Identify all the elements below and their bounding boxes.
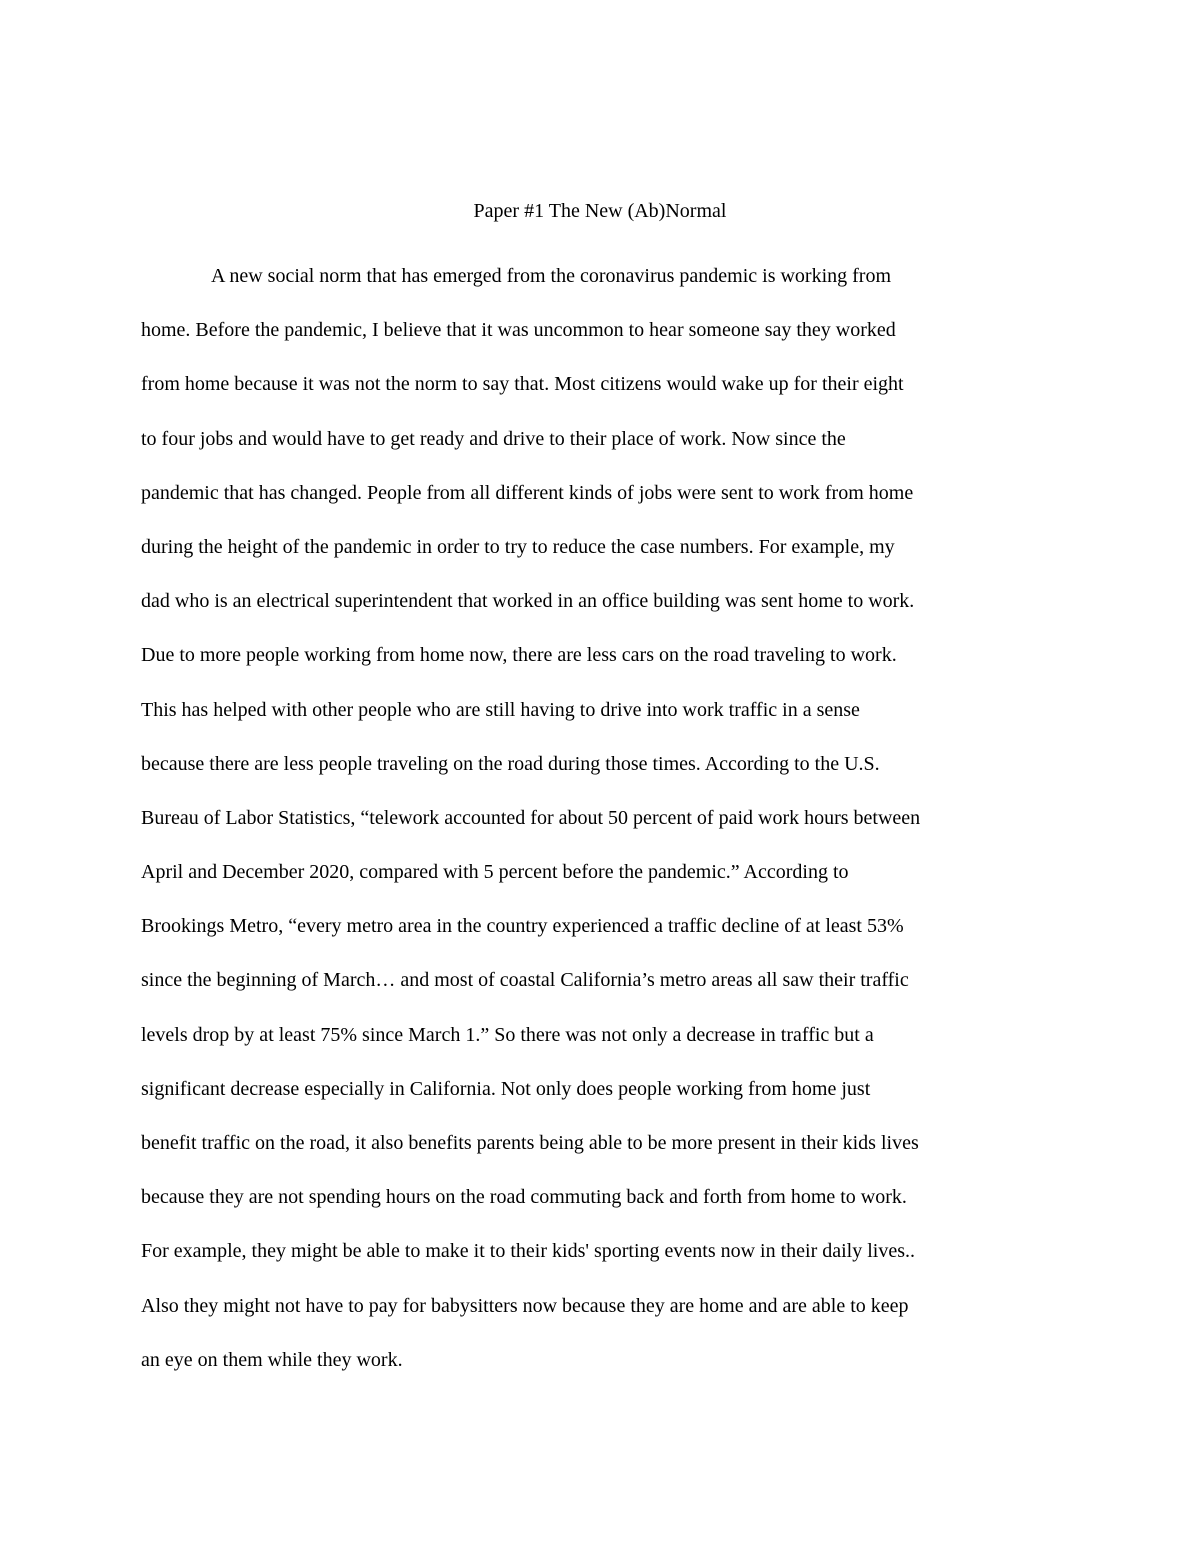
paragraph-line: from home because it was not the norm to say that. Most citizens would wake up for their eight: [141, 373, 904, 396]
paragraph-line: Also they might not have to pay for babysitters now because they are home and are able to keep: [141, 1294, 909, 1317]
paragraph-line: during the height of the pandemic in order to try to reduce the case numbers. For example, my: [141, 535, 895, 558]
paragraph-line: significant decrease especially in California. Not only does people working from home just: [141, 1077, 871, 1100]
paragraph-line: This has helped with other people who are still having to drive into work traffic in a sense: [141, 698, 860, 721]
paragraph-line: because they are not spending hours on the road commuting back and forth from home to work.: [141, 1186, 907, 1209]
paragraph-line: Bureau of Labor Statistics, “telework accounted for about 50 percent of paid work hours between: [141, 806, 921, 829]
paragraph-line: home. Before the pandemic, I believe that it was uncommon to hear someone say they worked: [141, 319, 896, 342]
paragraph-line: to four jobs and would have to get ready and drive to their place of work. Now since the: [141, 427, 846, 450]
paragraph-line: levels drop by at least 75% since March 1.” So there was not only a decrease in traffic but a: [141, 1023, 874, 1046]
paragraph-line: For example, they might be able to make it to their kids' sporting events now in their daily lives..: [141, 1240, 916, 1263]
paragraph-line: April and December 2020, compared with 5 percent before the pandemic.” According to: [141, 861, 849, 884]
paragraph-line: benefit traffic on the road, it also benefits parents being able to be more present in their kids lives: [141, 1132, 919, 1154]
paragraph: [141, 249, 1061, 1387]
paragraph-line: dad who is an electrical superintendent that worked in an office building was sent home to work.: [141, 590, 915, 613]
paragraph-line: because there are less people traveling on the road during those times. According to the U.S.: [141, 752, 880, 775]
paragraph-line: Due to more people working from home now, there are less cars on the road traveling to work.: [141, 644, 897, 667]
paragraph-line: A new social norm that has emerged from the coronavirus pandemic is working from: [211, 265, 892, 287]
paper-title: Paper #1 The New (Ab)Normal: [473, 200, 727, 222]
paragraph-line: pandemic that has changed. People from all different kinds of jobs were sent to work from home: [141, 481, 914, 504]
paragraph-line: an eye on them while they work.: [141, 1348, 403, 1371]
paragraph-line: Brookings Metro, “every metro area in the country experienced a traffic decline of at least 53%: [141, 915, 904, 938]
paragraph-line: since the beginning of March… and most of coastal California’s metro areas all saw their traffic: [141, 969, 909, 992]
